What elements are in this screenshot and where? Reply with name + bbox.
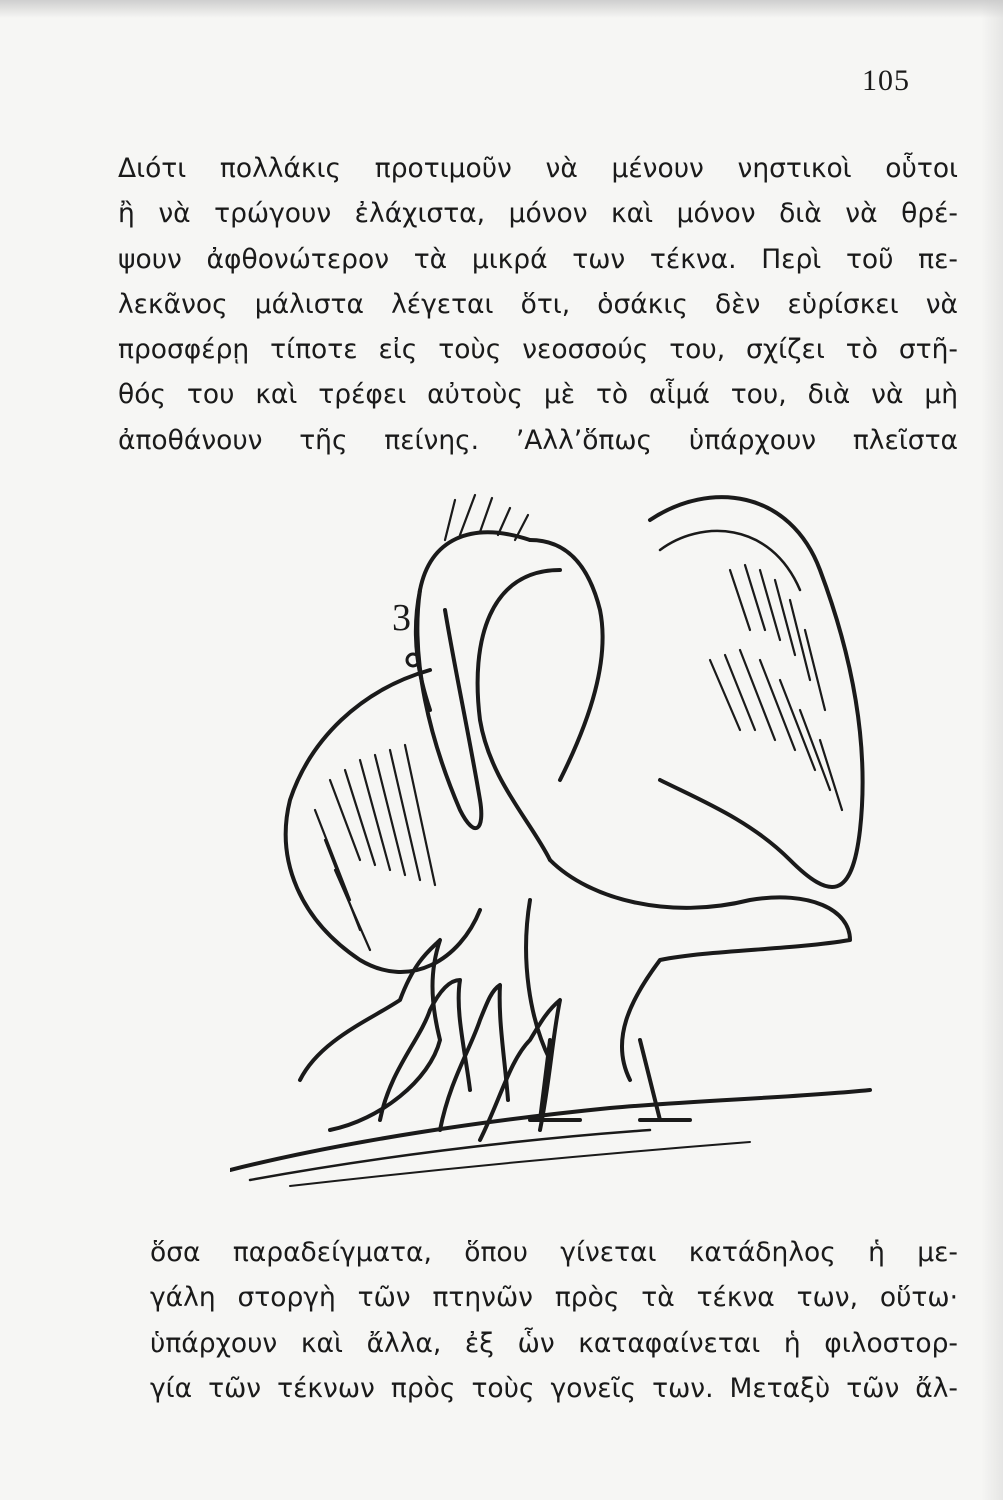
- pelican-beak: [417, 590, 481, 828]
- ground-line: [230, 1090, 870, 1170]
- chick-3: [440, 985, 508, 1130]
- text-line: ἀποθάνουν τῆς πείνης. ’Αλλ’ὅπως ὑπάρχουν πλεῖστα: [118, 424, 958, 456]
- text-line: γάλη στοργὴ τῶν πτηνῶν πρὸς τὰ τέκνα των, οὕτω·: [150, 1282, 958, 1314]
- bottom-paragraph: [150, 1230, 958, 1411]
- left-wing: [286, 670, 480, 972]
- text-line: προσφέρῃ τίποτε εἰς τοὺς νεοσσούς του, σχίζει τὸ στῆ-: [118, 334, 958, 366]
- pelican-body: [550, 860, 850, 1080]
- top-paragraph: [118, 146, 958, 463]
- text-line: θός του καὶ τρέφει αὐτοὺς μὲ τὸ αἷμά του, διὰ νὰ μὴ: [118, 379, 958, 411]
- pelican-neck: [416, 532, 530, 710]
- text-line: γία τῶν τέκνων πρὸς τοὺς γονεῖς των. Μεταξὺ τῶν ἄλ-: [150, 1372, 958, 1404]
- text-line: ὑπάρχουν καὶ ἄλλα, ἐξ ὧν καταφαίνεται ἡ φιλοστορ-: [150, 1327, 958, 1359]
- illustration-numeral: 3: [392, 597, 411, 639]
- text-line: ὅσα παραδείγματα, ὅπου γίνεται κατάδηλος ἡ με-: [150, 1237, 958, 1268]
- text-line: λεκᾶνος μάλιστα λέγεται ὅτι, ὁσάκις δὲν εὑρίσκει νὰ: [118, 288, 958, 320]
- text-line: Διότι πολλάκις προτιμοῦν νὰ μένουν νηστικοὶ οὗτοι: [118, 153, 958, 184]
- pelican-woodcut-svg: [230, 480, 880, 1200]
- text-line: ψουν ἀφθονώτερον τὰ μικρά των τέκνα. Περὶ τοῦ πε-: [118, 243, 958, 275]
- text-line: ἢ νὰ τρώγουν ἐλάχιστα, μόνον καὶ μόνον διὰ νὰ θρέ-: [118, 198, 958, 230]
- page-number: 105: [862, 64, 910, 97]
- page-gutter-shadow: [981, 0, 1003, 1500]
- pelican-illustration: [230, 480, 880, 1200]
- page-top-edge: [0, 0, 1003, 18]
